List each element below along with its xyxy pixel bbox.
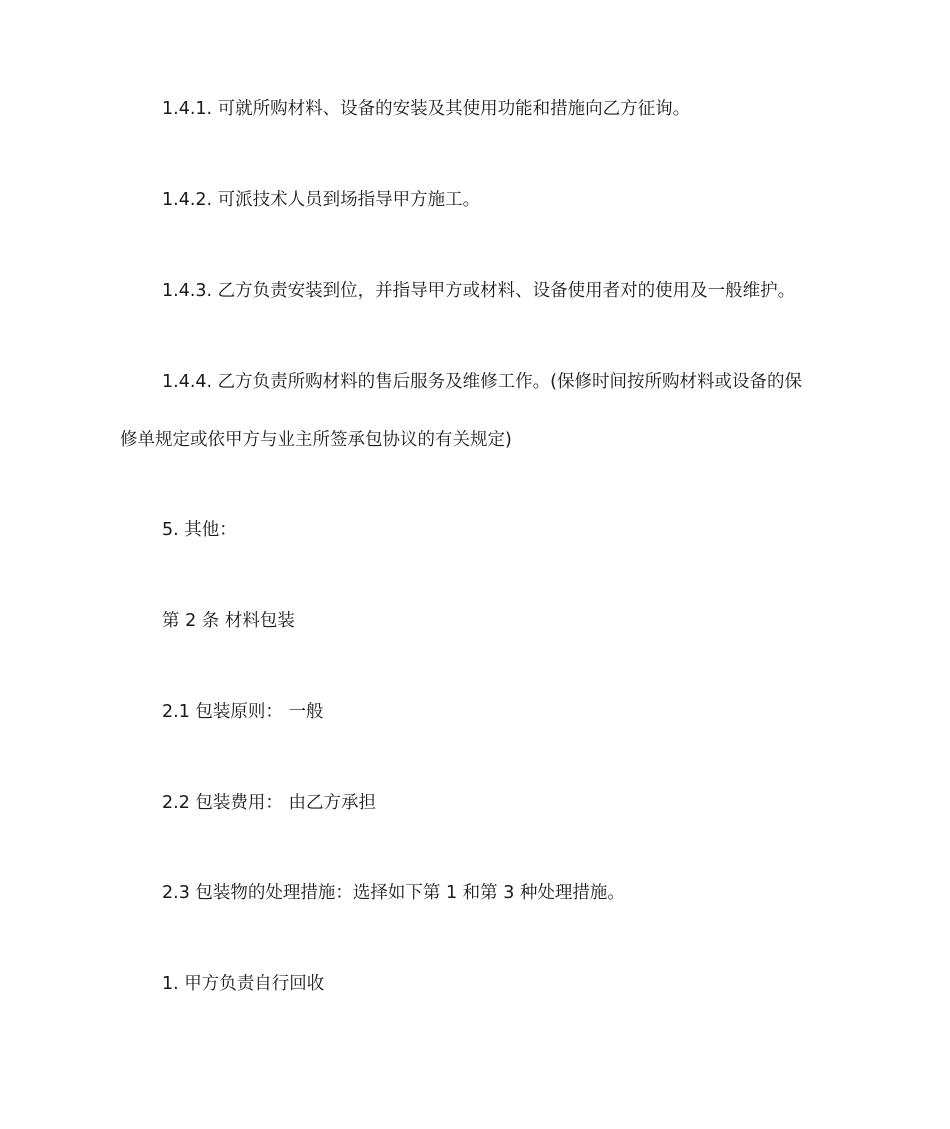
clause-2-2: 2.2 包装费用： 由乙方承担 (162, 793, 376, 813)
clause-1-4-3: 1.4.3. 乙方负责安装到位，并指导甲方或材料、设备使用者对的使用及一般维护。 (162, 281, 796, 301)
clause-1-4-4: 1.4.4. 乙方负责所购材料的售后服务及维修工作。(保修时间按所购材料或设备的保 (162, 372, 802, 392)
clause-1-4-2: 1.4.2. 可派技术人员到场指导甲方施工。 (162, 190, 481, 210)
clause-2-3: 2.3 包装物的处理措施：选择如下第 1 和第 3 种处理措施。 (162, 883, 625, 903)
clause-2-1: 2.1 包装原则： 一般 (162, 702, 324, 722)
option-1: 1. 甲方负责自行回收 (162, 974, 325, 994)
clause-1-4-1: 1.4.1. 可就所购材料、设备的安装及其使用功能和措施向乙方征询。 (162, 99, 691, 119)
clause-5-other: 5. 其他： (162, 520, 237, 540)
article-2-heading: 第 2 条 材料包装 (162, 611, 295, 631)
clause-1-4-4-continued: 修单规定或依甲方与业主所签承包协议的有关规定) (120, 430, 512, 450)
